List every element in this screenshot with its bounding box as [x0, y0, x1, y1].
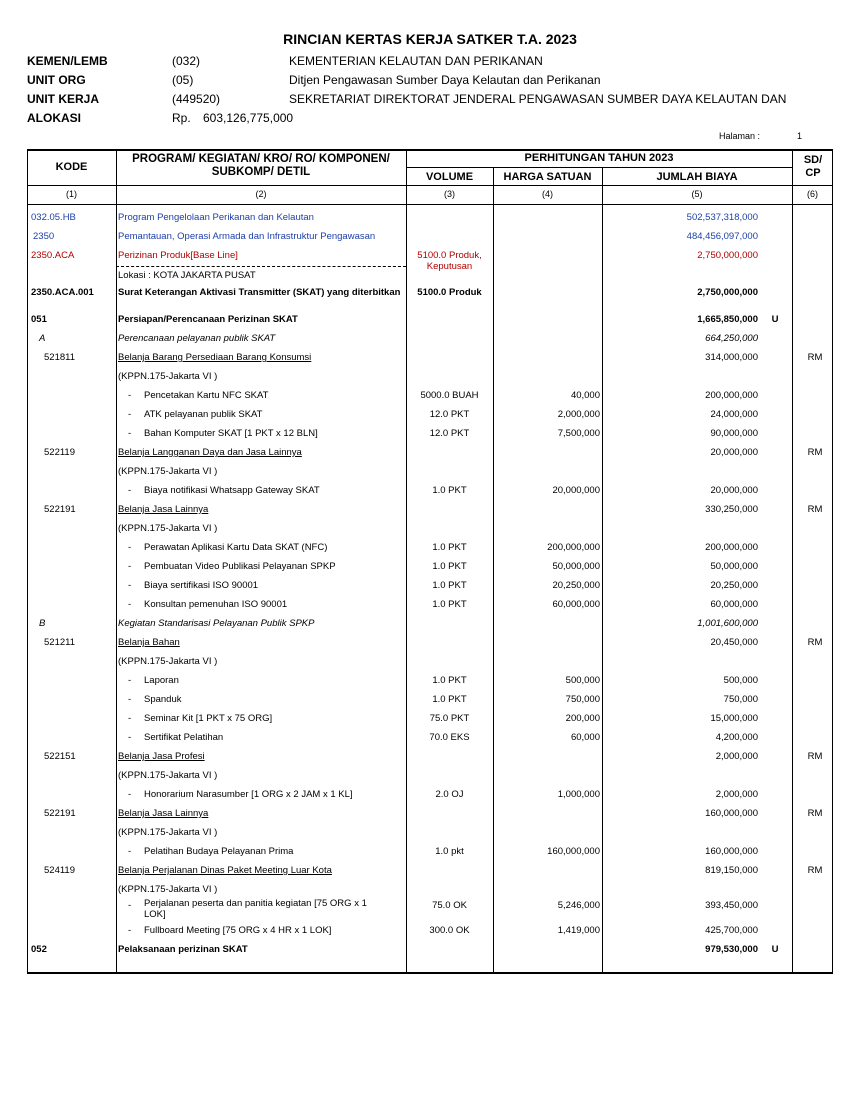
- row-desc: (KPPN.175-Jakarta VI ): [118, 466, 218, 477]
- row-harga: 40,000: [570, 390, 600, 401]
- row-jumlah: 200,000,000: [705, 542, 758, 553]
- row-jumlah: 314,000,000: [705, 352, 758, 363]
- row-kode: 051: [31, 314, 47, 325]
- detil-bullet: -: [128, 713, 132, 724]
- detil-bullet: -: [128, 789, 132, 800]
- col-header-jumlah: JUMLAH BIAYA: [656, 171, 738, 183]
- dashed-separator: [116, 266, 406, 267]
- row-u: U: [771, 314, 779, 325]
- detil-bullet: -: [128, 846, 132, 857]
- row-volume: 1.0 PKT: [432, 599, 467, 610]
- row-desc: Seminar Kit [1 PKT x 75 ORG]: [144, 713, 273, 724]
- detil-bullet: -: [128, 409, 132, 420]
- row-jumlah: 24,000,000: [710, 409, 758, 420]
- header-label: ALOKASI: [27, 111, 81, 125]
- detil-bullet: -: [128, 561, 132, 572]
- row-jumlah: 60,000,000: [710, 599, 758, 610]
- row-jumlah: 425,700,000: [705, 925, 758, 936]
- col-number-3: (3): [444, 189, 455, 199]
- col-number-4: (4): [542, 189, 553, 199]
- row-sdcp: RM: [807, 865, 823, 876]
- row-jumlah: 90,000,000: [710, 428, 758, 439]
- row-desc: (KPPN.175-Jakarta VI ): [118, 523, 218, 534]
- row-desc: Pelaksanaan perizinan SKAT: [118, 944, 248, 955]
- row-desc: Belanja Barang Persediaan Barang Konsumsi: [118, 352, 312, 363]
- row-kode: 2350.ACA.001: [31, 287, 94, 298]
- detil-bullet: -: [128, 900, 132, 911]
- header-value: KEMENTERIAN KELAUTAN DAN PERIKANAN: [289, 54, 543, 68]
- row-desc: Bahan Komputer SKAT [1 PKT x 12 BLN]: [144, 428, 318, 439]
- col-header-volume: VOLUME: [425, 171, 474, 183]
- row-desc: (KPPN.175-Jakarta VI ): [118, 770, 218, 781]
- row-jumlah: 20,450,000: [710, 637, 758, 648]
- row-desc: Program Pengelolaan Perikanan dan Kelautan: [118, 212, 314, 223]
- row-jumlah: 500,000: [723, 675, 758, 686]
- col-header-program: PROGRAM/ KEGIATAN/ KRO/ RO/ KOMPONEN/ SUBKOMP/ DETIL: [132, 153, 390, 178]
- row-jumlah: 50,000,000: [710, 561, 758, 572]
- row-kode: 521811: [44, 352, 75, 363]
- row-harga: 60,000,000: [552, 599, 600, 610]
- col-divider-1: [116, 149, 117, 974]
- row-volume: 75.0 PKT: [429, 713, 470, 724]
- row-desc: Belanja Langganan Daya dan Jasa Lainnya: [118, 447, 302, 458]
- row-harga: 200,000,000: [547, 542, 600, 553]
- row-desc: (KPPN.175-Jakarta VI ): [118, 884, 218, 895]
- row-sdcp: RM: [807, 352, 823, 363]
- row-harga: 200,000: [565, 713, 600, 724]
- row-kode: 522151: [44, 751, 76, 762]
- row-volume: 5100.0 Produk, Keputusan: [417, 250, 482, 272]
- row-desc: Kegiatan Standarisasi Pelayanan Publik SPKP: [118, 618, 315, 629]
- col-divider-3: [493, 167, 494, 974]
- detil-bullet: -: [128, 485, 132, 496]
- row-jumlah: 200,000,000: [705, 390, 758, 401]
- row-harga: 50,000,000: [552, 561, 600, 572]
- row-kode: 052: [31, 944, 47, 955]
- row-sdcp: RM: [807, 637, 823, 648]
- header-label: KEMEN/LEMB: [27, 54, 108, 68]
- table-bottom-border: [27, 972, 833, 974]
- row-volume: 5100.0 Produk: [417, 287, 482, 298]
- detil-bullet: -: [128, 925, 132, 936]
- row-volume: 1.0 pkt: [435, 846, 464, 857]
- row-desc: (KPPN.175-Jakarta VI ): [118, 656, 218, 667]
- row-jumlah: 502,537,318,000: [686, 212, 758, 223]
- header-value: 603,126,775,000: [203, 111, 294, 125]
- row-volume: 1.0 PKT: [432, 580, 467, 591]
- row-desc: Pelatihan Budaya Pelayanan Prima: [144, 846, 294, 857]
- row-u: U: [771, 944, 779, 955]
- header-label: UNIT KERJA: [27, 92, 100, 106]
- row-jumlah: 20,000,000: [710, 447, 758, 458]
- halaman-label: Halaman :: [719, 131, 761, 141]
- col-number-5: (5): [691, 189, 703, 199]
- row-kode: 521211: [44, 637, 75, 648]
- row-harga: 750,000: [565, 694, 600, 705]
- row-jumlah: 979,530,000: [705, 944, 758, 955]
- row-jumlah: 20,250,000: [710, 580, 758, 591]
- row-sdcp: RM: [807, 504, 823, 515]
- table-top-border: [27, 149, 833, 151]
- row-harga: 20,000,000: [552, 485, 600, 496]
- row-desc: ATK pelayanan publik SKAT: [144, 409, 263, 420]
- right-border: [832, 149, 833, 974]
- row-harga: 1,419,000: [557, 925, 600, 936]
- row-volume: 1.0 PKT: [432, 694, 467, 705]
- row-sdcp: RM: [807, 808, 823, 819]
- row-desc: Pencetakan Kartu NFC SKAT: [144, 390, 269, 401]
- row-volume: 12.0 PKT: [429, 428, 470, 439]
- row-volume: 70.0 EKS: [429, 732, 470, 743]
- row-desc: Fullboard Meeting [75 ORG x 4 HR x 1 LOK]: [144, 925, 332, 936]
- detil-bullet: -: [128, 675, 132, 686]
- row-kode: 522191: [44, 808, 76, 819]
- row-volume: 1.0 PKT: [432, 485, 467, 496]
- row-jumlah: 4,200,000: [715, 732, 758, 743]
- row-volume: 75.0 OK: [432, 900, 467, 911]
- row-harga: 20,250,000: [552, 580, 600, 591]
- row-jumlah: 1,001,600,000: [697, 618, 758, 629]
- row-desc: Belanja Bahan: [118, 637, 180, 648]
- row-kode: B: [39, 618, 46, 629]
- col-number-2: (2): [255, 189, 267, 199]
- row-desc: Belanja Jasa Lainnya: [118, 808, 209, 819]
- row-kode: A: [39, 333, 46, 344]
- row-jumlah: 2,000,000: [715, 789, 758, 800]
- header-code: Rp.: [172, 111, 191, 125]
- row-desc: Persiapan/Perencanaan Perizinan SKAT: [118, 314, 298, 325]
- row-volume: 1.0 PKT: [432, 561, 467, 572]
- row-desc: Belanja Jasa Lainnya: [118, 504, 209, 515]
- col-header-harga: HARGA SATUAN: [503, 171, 592, 183]
- row-jumlah: 2,750,000,000: [697, 250, 758, 261]
- row-jumlah: 20,000,000: [710, 485, 758, 496]
- row-desc: Perencanaan pelayanan publik SKAT: [118, 333, 276, 344]
- row-harga: 2,000,000: [557, 409, 600, 420]
- row-harga: 5,246,000: [557, 900, 600, 911]
- header-label: UNIT ORG: [27, 73, 86, 87]
- row-desc: Lokasi : KOTA JAKARTA PUSAT: [118, 270, 256, 281]
- row-harga: 160,000,000: [547, 846, 600, 857]
- row-desc: Spanduk: [144, 694, 182, 705]
- row-harga: 60,000: [570, 732, 600, 743]
- row-harga: 7,500,000: [557, 428, 600, 439]
- detil-bullet: -: [128, 694, 132, 705]
- detil-bullet: -: [128, 542, 132, 553]
- row-volume: 1.0 PKT: [432, 675, 467, 686]
- row-kode: 2350: [33, 231, 55, 242]
- row-sdcp: RM: [807, 447, 823, 458]
- row-desc: Laporan: [144, 675, 179, 686]
- row-jumlah: 1,665,850,000: [697, 314, 758, 325]
- col-header-sdcp: SD/ CP: [803, 154, 823, 179]
- col-header-kode: KODE: [55, 161, 88, 173]
- row-jumlah: 160,000,000: [705, 846, 758, 857]
- col-number-1: (1): [66, 189, 77, 199]
- row-jumlah: 750,000: [723, 694, 758, 705]
- row-jumlah: 484,456,097,000: [686, 231, 758, 242]
- row-desc: Perjalanan peserta dan panitia kegiatan [75 ORG x 1 LOK]: [144, 898, 367, 920]
- header-code: (032): [172, 54, 201, 68]
- col-divider-2: [406, 149, 407, 974]
- perhitungan-divider: [406, 167, 792, 168]
- document-title: RINCIAN KERTAS KERJA SATKER T.A. 2023: [283, 31, 577, 47]
- row-jumlah: 2,750,000,000: [697, 287, 758, 298]
- row-volume: 12.0 PKT: [429, 409, 470, 420]
- row-kode: 522119: [44, 447, 75, 458]
- row-desc: Konsultan pemenuhan ISO 90001: [144, 599, 288, 610]
- row-desc: Pembuatan Video Publikasi Pelayanan SPKP: [144, 561, 336, 572]
- row-volume: 2.0 OJ: [435, 789, 464, 800]
- row-desc: (KPPN.175-Jakarta VI ): [118, 827, 218, 838]
- header-value: Ditjen Pengawasan Sumber Daya Kelautan dan Perikanan: [289, 73, 601, 87]
- row-harga: 500,000: [565, 675, 600, 686]
- budget-table: [27, 149, 833, 975]
- row-desc: Belanja Jasa Profesi: [118, 751, 205, 762]
- row-jumlah: 819,150,000: [705, 865, 758, 876]
- row-harga: 1,000,000: [557, 789, 600, 800]
- row-kode: 522191: [44, 504, 76, 515]
- row-jumlah: 160,000,000: [705, 808, 758, 819]
- col-divider-5: [792, 149, 793, 974]
- row-volume: 300.0 OK: [429, 925, 470, 936]
- row-volume: 5000.0 BUAH: [420, 390, 479, 401]
- header-code: (449520): [172, 92, 221, 106]
- detil-bullet: -: [128, 390, 132, 401]
- header-divider: [27, 185, 833, 186]
- row-kode: 032.05.HB: [31, 212, 76, 223]
- row-desc: Perizinan Produk[Base Line]: [118, 250, 238, 261]
- row-jumlah: 2,000,000: [715, 751, 758, 762]
- row-jumlah: 393,450,000: [705, 900, 758, 911]
- header-value: SEKRETARIAT DIREKTORAT JENDERAL PENGAWASAN SUMBER DAYA KELAUTAN DAN: [289, 92, 787, 106]
- header-code: (05): [172, 73, 194, 87]
- row-desc: Sertifikat Pelatihan: [144, 732, 224, 743]
- detil-bullet: -: [128, 428, 132, 439]
- row-volume: 1.0 PKT: [432, 542, 467, 553]
- row-kode: 2350.ACA: [31, 250, 75, 261]
- row-desc: (KPPN.175-Jakarta VI ): [118, 371, 218, 382]
- row-desc: Surat Keterangan Aktivasi Transmitter (SKAT) yang diterbitkan: [118, 287, 401, 298]
- row-desc: Biaya sertifikasi ISO 90001: [144, 580, 259, 591]
- col-divider-4: [602, 167, 603, 974]
- row-jumlah: 664,250,000: [705, 333, 758, 344]
- detil-bullet: -: [128, 599, 132, 610]
- row-kode: 524119: [44, 865, 75, 876]
- col-header-perhitungan: PERHITUNGAN TAHUN 2023: [524, 152, 674, 164]
- row-jumlah: 15,000,000: [710, 713, 758, 724]
- row-desc: Perawatan Aplikasi Kartu Data SKAT (NFC): [144, 542, 328, 553]
- detil-bullet: -: [128, 732, 132, 743]
- row-desc: Belanja Perjalanan Dinas Paket Meeting Luar Kota: [118, 865, 332, 876]
- row-jumlah: 330,250,000: [705, 504, 758, 515]
- row-desc: Biaya notifikasi Whatsapp Gateway SKAT: [144, 485, 320, 496]
- row-sdcp: RM: [807, 751, 823, 762]
- col-number-6: (6): [807, 189, 818, 199]
- colnum-divider: [27, 204, 833, 205]
- row-desc: Pemantauan, Operasi Armada dan Infrastruktur Pengawasan: [118, 231, 376, 242]
- halaman-value: 1: [797, 131, 803, 141]
- detil-bullet: -: [128, 580, 132, 591]
- left-border: [27, 149, 28, 974]
- row-desc: Honorarium Narasumber [1 ORG x 2 JAM x 1 KL]: [144, 789, 353, 800]
